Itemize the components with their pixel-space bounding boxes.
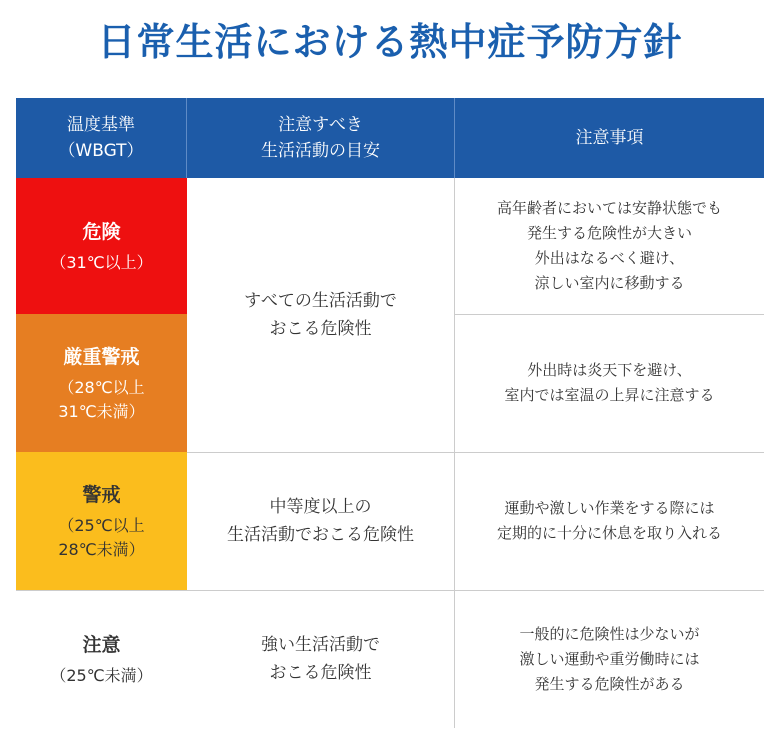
caution-danger: 高年齢者においては安静状態でも 発生する危険性が大きい 外出はなるべく避け、 涼しい室内に移動する [496, 199, 722, 292]
level-condition: （28℃以上 31℃未満） [58, 378, 145, 421]
activity-strong: 強い生活活動で おこる危険性 [187, 590, 455, 728]
level-warning [16, 452, 187, 590]
divider [455, 314, 764, 315]
caution-warning: 運動や激しい作業をする際には 定期的に十分に休息を取り入れる [496, 499, 722, 542]
divider [187, 452, 764, 453]
level-name: 危険 [82, 221, 121, 243]
table-body [16, 178, 764, 693]
level-name: 警戒 [82, 484, 121, 506]
level-condition: （25℃未満） [50, 666, 153, 685]
caution-severe-warning: 外出時は炎天下を避け、 室内では室温の上昇に注意する [504, 361, 715, 404]
activity-all: すべての生活活動で おこる危険性 [187, 178, 455, 452]
level-name: 注意 [82, 634, 121, 656]
level-condition: （25℃以上 28℃未満） [58, 516, 145, 559]
level-danger [16, 178, 187, 314]
divider [16, 590, 764, 591]
level-caution [16, 590, 187, 728]
prevention-table [16, 98, 764, 693]
level-condition: （31℃以上） [50, 253, 153, 272]
table-header [16, 98, 764, 178]
level-name: 厳重警戒 [63, 346, 140, 368]
page-title: 日常生活における熱中症予防方針 [97, 20, 683, 64]
activity-moderate: 中等度以上の 生活活動でおこる危険性 [187, 452, 455, 590]
header-temperature: 温度基準 （WBGT） [16, 98, 187, 178]
header-caution: 注意事項 [575, 128, 644, 148]
header-activity: 注意すべき 生活活動の目安 [187, 98, 455, 178]
level-severe-warning [16, 314, 187, 452]
caution-caution: 一般的に危険性は少ないが 激しい運動や重労働時には 発生する危険性がある [519, 624, 700, 693]
